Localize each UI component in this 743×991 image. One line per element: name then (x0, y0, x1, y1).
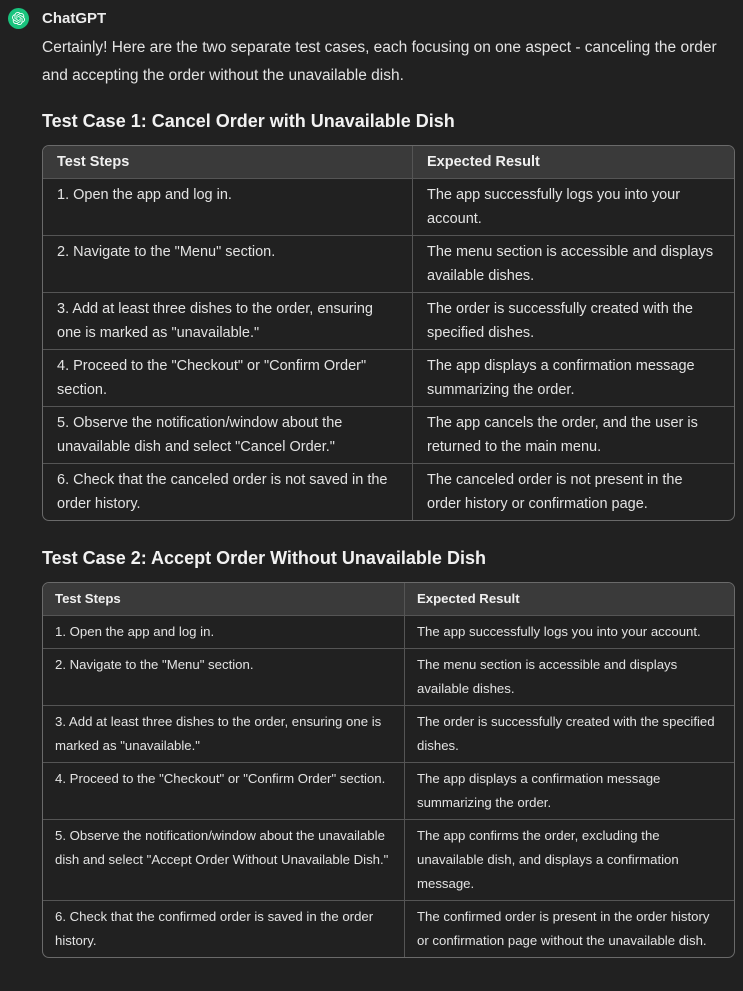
test-step-cell: 2. Navigate to the "Menu" section. (43, 236, 413, 293)
test-case-2-table (42, 582, 735, 958)
expected-result-cell: The app confirms the order, excluding the unavailable dish, and displays a confirmation message. (405, 820, 734, 901)
expected-result-cell: The app displays a confirmation message summarizing the order. (413, 350, 734, 407)
table-header-row (43, 583, 734, 616)
table-row (43, 616, 734, 649)
table-header-row (43, 146, 734, 179)
test-step-cell: 1. Open the app and log in. (43, 616, 405, 649)
test-case-2-heading: Test Case 2: Accept Order Without Unavailable Dish (42, 548, 486, 568)
table-row (43, 706, 734, 763)
expected-result-cell: The canceled order is not present in the order history or confirmation page. (427, 472, 683, 512)
test-step-cell: 1. Open the app and log in. (43, 179, 413, 236)
message-content (42, 8, 735, 958)
expected-result-cell: The order is successfully created with the specified dishes. (413, 293, 734, 350)
test-step-cell: 6. Check that the confirmed order is saved in the order history. (43, 901, 405, 957)
column-header-test-steps: Test Steps (43, 583, 405, 616)
test-step-cell: 4. Proceed to the "Checkout" or "Confirm Order" section. (43, 763, 405, 820)
expected-result-cell: The order is successfully created with the specified dishes. (405, 706, 734, 763)
expected-result-cell: The confirmed order is present in the order history or confirmation page without the unavailable dish. (417, 909, 710, 948)
table-row (43, 350, 734, 407)
column-header-test-steps: Test Steps (43, 146, 413, 179)
table-row (43, 179, 734, 236)
table-row (43, 407, 734, 464)
test-step-cell: 5. Observe the notification/window about the unavailable dish and select "Accept Order Without Unavailable Dish." (43, 820, 405, 901)
expected-result-cell: The app successfully logs you into your account. (413, 179, 734, 236)
table-row (43, 901, 734, 957)
assistant-name: ChatGPT (42, 10, 107, 27)
expected-result-cell: The menu section is accessible and displays available dishes. (413, 236, 734, 293)
expected-result-cell: The app successfully logs you into your account. (405, 616, 734, 649)
test-step-cell: 3. Add at least three dishes to the order, ensuring one is marked as "unavailable." (43, 293, 413, 350)
expected-result-cell: The app cancels the order, and the user is returned to the main menu. (413, 407, 734, 464)
table-row (43, 293, 734, 350)
test-step-cell: 6. Check that the canceled order is not saved in the order history. (43, 464, 413, 520)
test-step-cell: 5. Observe the notification/window about the unavailable dish and select "Cancel Order." (43, 407, 413, 464)
chatgpt-avatar (8, 8, 29, 29)
test-step-cell: 3. Add at least three dishes to the order, ensuring one is marked as "unavailable." (43, 706, 405, 763)
test-step-cell: 4. Proceed to the "Checkout" or "Confirm Order" section. (43, 350, 413, 407)
table-row (43, 820, 734, 901)
expected-result-cell: The app displays a confirmation message summarizing the order. (405, 763, 734, 820)
column-header-expected-result: Expected Result (413, 146, 734, 179)
column-header-expected-result: Expected Result (405, 583, 734, 616)
table-row (43, 649, 734, 706)
test-case-1-heading: Test Case 1: Cancel Order with Unavailable Dish (42, 111, 455, 131)
expected-result-cell: The menu section is accessible and displays available dishes. (405, 649, 734, 706)
openai-logo-icon (12, 12, 25, 25)
message-intro: Certainly! Here are the two separate test cases, each focusing on one aspect - canceling the order and accepting the order without the unavailable dish. (42, 39, 717, 84)
test-step-cell: 2. Navigate to the "Menu" section. (43, 649, 405, 706)
test-case-1-table (42, 145, 735, 521)
table-row (43, 763, 734, 820)
table-row (43, 236, 734, 293)
table-row (43, 464, 734, 520)
